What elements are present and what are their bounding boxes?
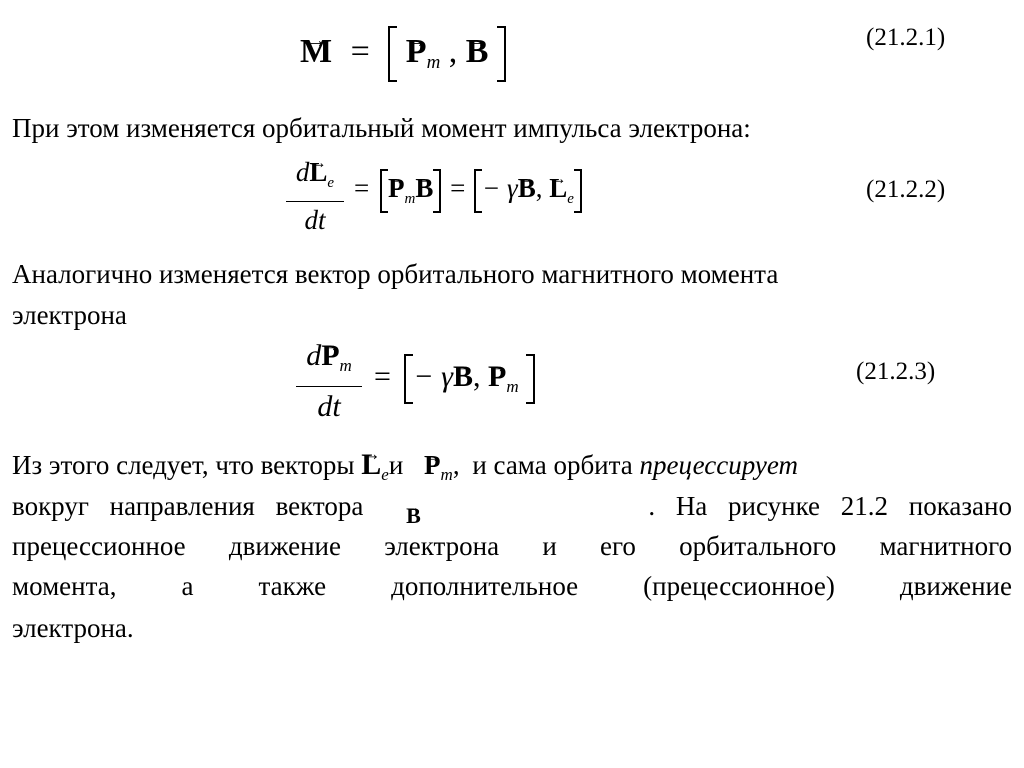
var-P: → P [321,336,339,376]
var-P: → P [488,352,506,402]
bracket-open-2 [474,169,482,213]
subscript-m: m [404,191,416,207]
text-segment: Из этого следует, что векторы [12,450,355,480]
equals-sign: = [350,33,370,70]
bracket-close [497,26,506,82]
equation-number-21-2-3: (21.2.3) [856,358,936,385]
var-P: → P [388,166,405,210]
equation-21-2-2-rhs [350,166,582,210]
vector-L: → L [361,446,381,483]
comma: , [448,33,458,70]
var-B: → B [466,22,489,82]
denominator-dt: dt [304,205,326,235]
paragraph-3-line-4: момента, а также дополнительное (прецессионное) движение [12,571,1012,601]
equals-sign: = [374,360,391,393]
minus-gamma: − γ [413,360,453,393]
bracket-close-2 [574,169,582,213]
var-M: → M [300,22,332,82]
comma: , [473,360,481,393]
equation-21-2-3-rhs [368,352,535,402]
text-segment: . На рисунке 21.2 показано [648,491,1012,521]
paragraph-2-line-2: электрона [12,300,127,330]
text-segment: вокруг направления вектора [12,491,364,521]
minus-gamma: − γ [482,173,518,203]
fraction-dLe-dt [286,154,344,238]
bracket-open-1 [380,169,388,213]
subscript-e: e [567,191,574,207]
paragraph-3-line-5: электрона. [12,613,134,643]
vector-B: → B [406,497,421,534]
subscript-m: m [339,356,352,375]
fraction-dPm-dt [296,336,362,427]
d-symbol: d [306,339,322,372]
equals-sign-1: = [354,173,370,203]
paragraph-3-line-1 [12,446,798,493]
paragraph-1: При этом изменяется орбитальный момент импульса электрона: [12,113,751,143]
var-B: → B [453,352,473,402]
italic-word: прецессирует [639,450,799,480]
vector-P: → P [424,447,441,484]
var-L: → L [309,154,327,190]
comma: , [535,173,543,203]
d-symbol: d [295,157,310,187]
paragraph-3-line-2 [12,488,1024,526]
equation-21-2-1 [300,22,506,82]
bracket-close-1 [433,169,441,213]
bracket-open [388,26,397,82]
subscript-e: e [327,175,335,191]
bracket-close [526,354,535,404]
text-segment: и сама орбита [472,450,633,480]
subscript-m: m [506,377,519,396]
var-L: → L [549,166,567,210]
subscript-m: m [440,465,453,484]
comma: , [452,450,460,480]
var-P: → P [406,22,427,82]
equation-number-21-2-2: (21.2.2) [866,176,946,203]
paragraph-3-line-3: прецессионное движение электрона и его орбитального магнитного [12,531,1012,561]
equation-number-21-2-1: (21.2.1) [866,24,946,51]
paragraph-2-line-1: Аналогично изменяется вектор орбитального магнитного момента [12,259,779,289]
subscript-e: e [381,465,389,484]
equals-sign-2: = [450,173,466,203]
subscript-m: m [426,52,441,73]
conjunction-and: и [388,450,404,480]
denominator-dt: dt [317,390,341,423]
var-B: → B [518,166,536,210]
var-B: → B [415,166,433,210]
